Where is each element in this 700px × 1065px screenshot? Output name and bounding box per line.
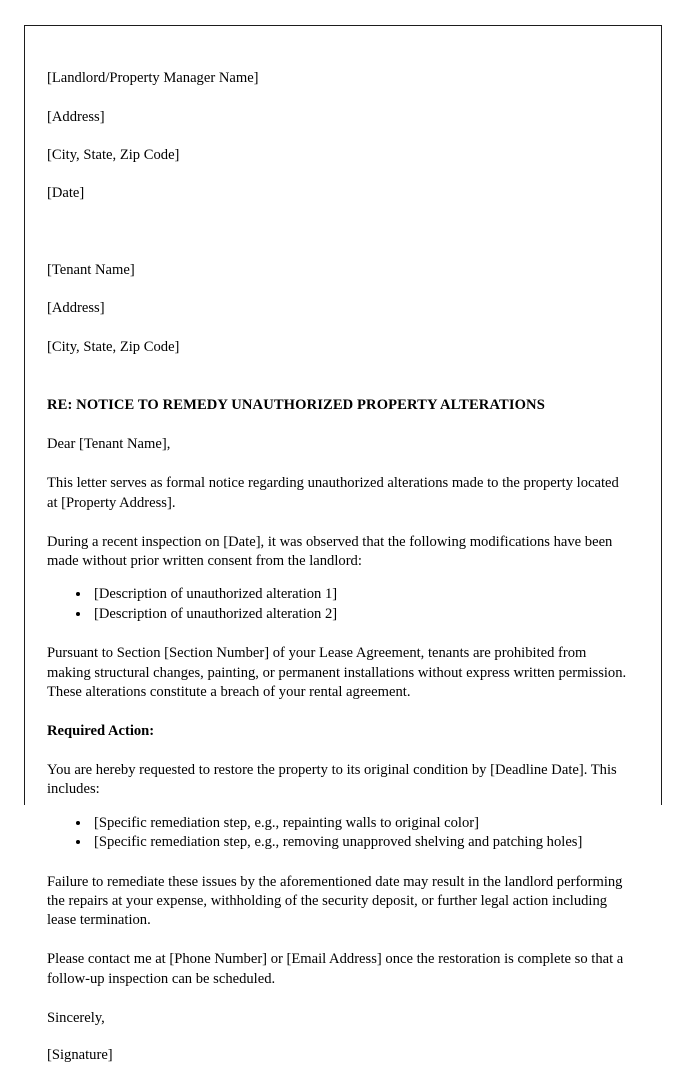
paragraph-restore-request: You are hereby requested to restore the property to its original condition by [Deadline Date]. This includes: [47, 762, 617, 798]
recipient-address-block [47, 242, 631, 376]
sender-line-date: [Date] [47, 185, 85, 202]
paragraph-lease-clause: Pursuant to Section [Section Number] of your Lease Agreement, tenants are prohibited from making structural changes, painting, or permanent installations without express written permission. These alterations constitute a breach of your rental agreement. [47, 645, 627, 700]
address-block-spacer [47, 223, 631, 242]
recipient-line-name: [Tenant Name] [47, 262, 135, 279]
required-action-heading: Required Action: [47, 723, 155, 740]
paragraph-inspection-findings: During a recent inspection on [Date], it was observed that the following modifications have been made without prior written consent from the landlord: [47, 533, 613, 570]
paragraph-consequences: Failure to remediate these issues by the aforementioned date may result in the landlord performing the repairs at your expense, withholding of the security deposit, or further legal action including lease termination. [47, 873, 623, 929]
recipient-line-address: [Address] [47, 300, 105, 317]
closing-salutation: Sincerely, [47, 1009, 105, 1026]
sender-line-city-state-zip: [City, State, Zip Code] [47, 147, 180, 164]
paragraph-notice-intro: This letter serves as formal notice regarding unauthorized alterations made to the property located at [Property Address]. [47, 475, 619, 511]
list-item: • [Description of unauthorized alteration 1] [91, 585, 631, 605]
document-body [47, 50, 631, 1065]
document-page [24, 25, 662, 1064]
subject-line: RE: NOTICE TO REMEDY UNAUTHORIZED PROPERTY ALTERATIONS [47, 397, 545, 414]
remediation-list [47, 814, 631, 853]
signature-placeholder: [Signature] [47, 1047, 113, 1064]
alterations-list [47, 585, 631, 624]
recipient-line-city-state-zip: [City, State, Zip Code] [47, 338, 180, 355]
sender-line-address: [Address] [47, 108, 105, 125]
list-item: • [Specific remediation step, e.g., repainting walls to original color] [91, 814, 631, 834]
paragraph-contact: Please contact me at [Phone Number] or [Email Address] once the restoration is complete so that a follow-up inspection can be scheduled. [47, 951, 624, 987]
sender-line-name: [Landlord/Property Manager Name] [47, 70, 259, 87]
sender-address-block [47, 50, 631, 223]
list-item: • [Specific remediation step, e.g., removing unapproved shelving and patching holes] [91, 833, 631, 853]
list-item: • [Description of unauthorized alteration 2] [91, 605, 631, 625]
salutation: Dear [Tenant Name], [47, 436, 171, 453]
